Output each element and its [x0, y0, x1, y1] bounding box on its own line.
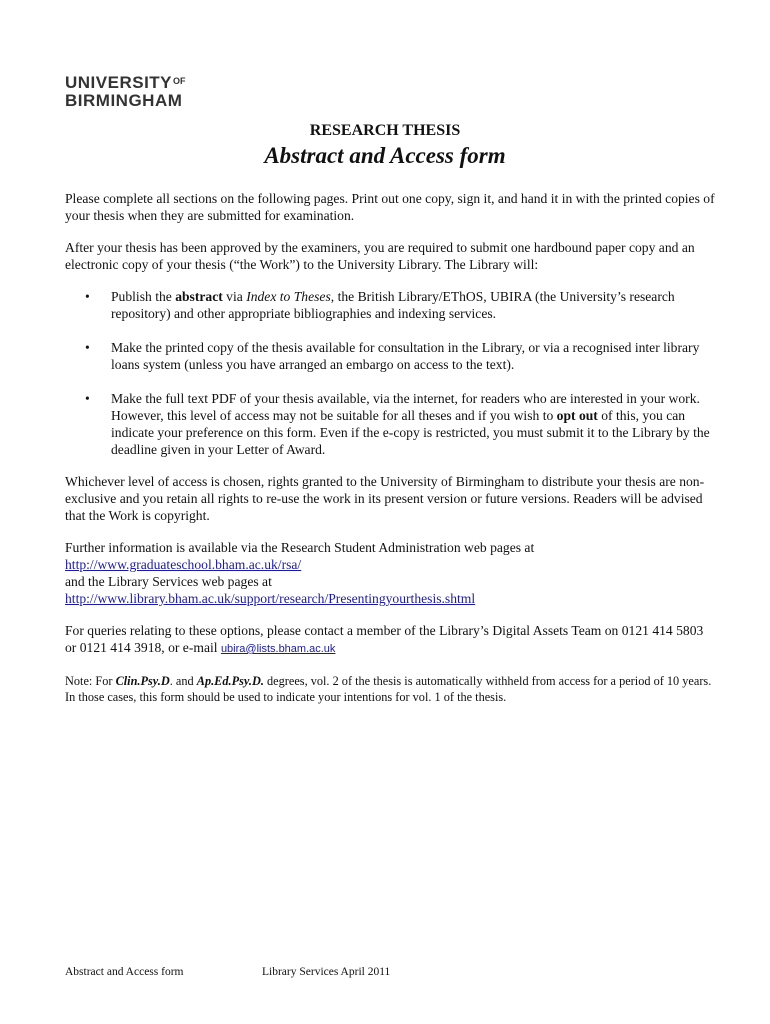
footer-right: Library Services April 2011: [262, 966, 391, 978]
logo-line2: BIRMINGHAM: [65, 91, 183, 110]
list-item: • Make the printed copy of the thesis available for consultation in the Library, or via a recognised inter library loans system (unless you have arranged an embargo on access to the text).: [85, 340, 700, 372]
bullet-icon: •: [85, 340, 90, 355]
email-link[interactable]: ubira@lists.bham.ac.uk: [220, 643, 336, 655]
logo-line1: UNIVERSITY: [65, 73, 173, 92]
document-body: [65, 190, 715, 720]
bullet-icon: •: [85, 391, 90, 406]
list-item: • Make the full text PDF of your thesis available, via the internet, for readers who are interested in your work. However, this level of access may not be suitable for all theses and if you wish to opt out of this, you can indicate your preference on this form. Even if the e-copy is restricted, you must submit it to the Library by the deadline given in your Letter of Award.: [85, 391, 710, 457]
graduate-school-link[interactable]: http://www.graduateschool.bham.ac.uk/rsa/: [65, 557, 302, 572]
footer-left: Abstract and Access form: [65, 966, 184, 978]
list-item: • Publish the abstract via Index to Theses, the British Library/EThOS, UBIRA (the University’s research repository) and other appropriate bibliographies and indexing services.: [85, 289, 675, 321]
library-actions-list: [65, 288, 715, 458]
logo-of: OF: [173, 76, 186, 86]
note-paragraph: Note: For Clin.Psy.D. and Ap.Ed.Psy.D. degrees, vol. 2 of the thesis is automatically withheld from access for a period of 10 years. In those cases, this form should be used to indicate your intentions for vol. 1 of the thesis.: [65, 674, 712, 704]
library-services-link[interactable]: http://www.library.bham.ac.uk/support/research/Presentingyourthesis.shtml: [65, 591, 476, 606]
bullet-icon: •: [85, 289, 90, 304]
rights-paragraph: Whichever level of access is chosen, rights granted to the University of Birmingham to distribute your thesis are non-exclusive and you retain all rights to re-use the work in its present version or future versions. Readers will be advised that the Work is copyright.: [65, 474, 705, 523]
page-footer: [65, 966, 390, 978]
page-subtitle: Abstract and Access form: [264, 143, 506, 168]
further-info-paragraph: Further information is available via the Research Student Administration web pages at http://www.graduateschool.bham.ac.uk/rsa/ and the Library Services web pages at http://www.library.bham.ac.uk/support/research/Presentingyourthesis.shtml: [65, 540, 535, 606]
queries-paragraph: For queries relating to these options, please contact a member of the Library’s Digital Assets Team on 0121 414 5803 or 0121 414 3918, or e-mail ubira@lists.bham.ac.uk: [65, 623, 704, 655]
intro-paragraph-1: Please complete all sections on the following pages. Print out one copy, sign it, and hand it in with the printed copies of your thesis when they are submitted for examination.: [65, 191, 715, 223]
intro-paragraph-2: After your thesis has been approved by the examiners, you are required to submit one hardbound paper copy and an electronic copy of your thesis (“the Work”) to the University Library. The Library will:: [65, 240, 695, 272]
university-logo: [65, 74, 186, 109]
page-title: RESEARCH THESIS: [309, 122, 461, 139]
